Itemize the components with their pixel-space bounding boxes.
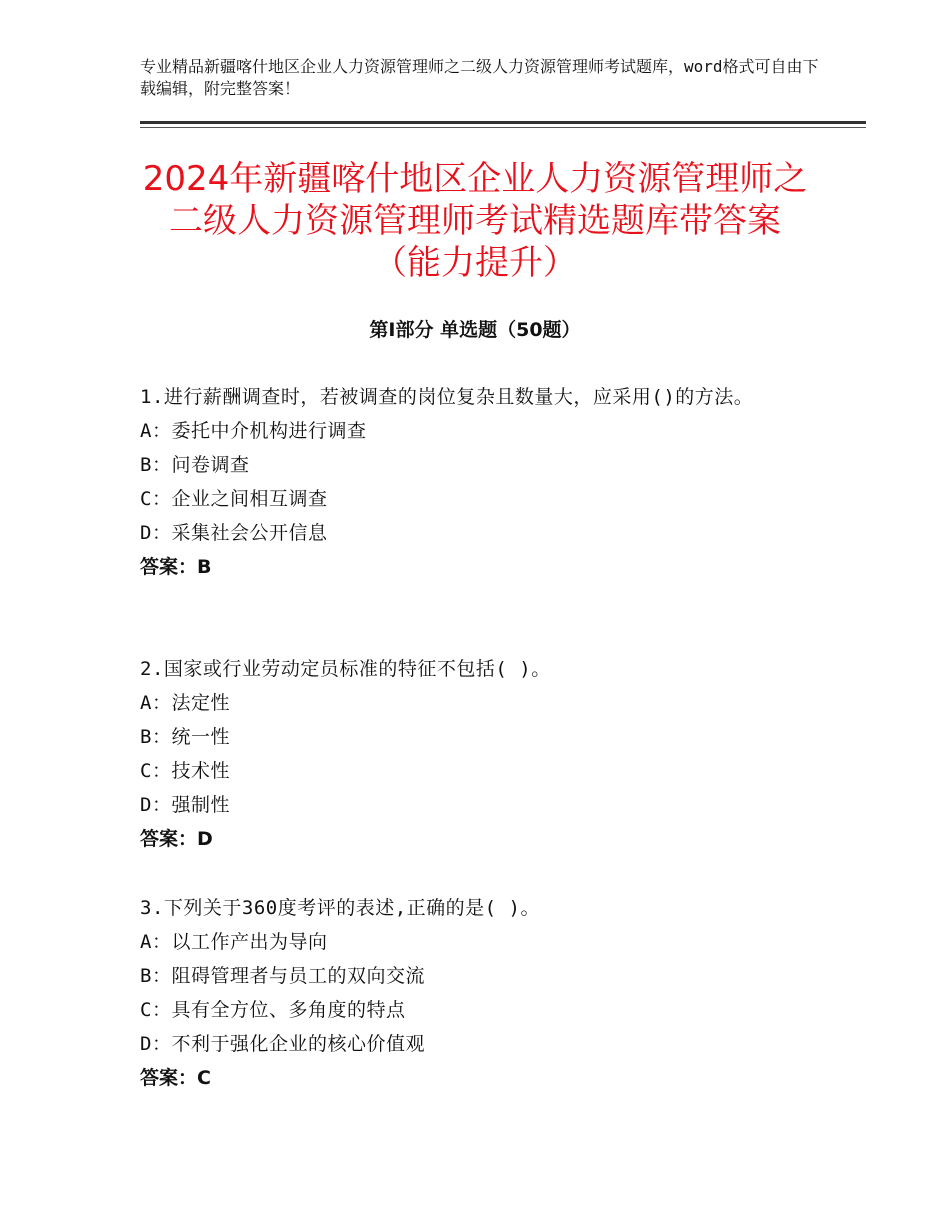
title-line-3: （能力提升） [373, 243, 577, 283]
option-d: D：强制性 [140, 794, 230, 816]
document-title [100, 158, 850, 284]
header-divider-thin [140, 127, 866, 128]
option-d: D：不利于强化企业的核心价值观 [140, 1033, 425, 1055]
option-c: C：具有全方位、多角度的特点 [140, 999, 406, 1021]
question-2 [140, 652, 840, 856]
question-stem: 3.下列关于360度考评的表述,正确的是( )。 [140, 897, 540, 919]
option-a: A：以工作产出为导向 [140, 931, 328, 953]
question-3 [140, 891, 840, 1095]
option-b: B：阻碍管理者与员工的双向交流 [140, 965, 425, 987]
option-a: A：委托中介机构进行调查 [140, 420, 367, 442]
answer: 答案：C [140, 1067, 211, 1089]
option-c: C：技术性 [140, 760, 230, 782]
header-divider-thick [140, 121, 866, 124]
title-line-1: 2024年新疆喀什地区企业人力资源管理师之 [142, 159, 808, 199]
question-stem: 2.国家或行业劳动定员标准的特征不包括( )。 [140, 658, 551, 680]
header-note: 专业精品新疆喀什地区企业人力资源管理师之二级人力资源管理师考试题库，word格式可自由下载编辑，附完整答案！ [140, 57, 819, 98]
option-c: C：企业之间相互调查 [140, 488, 328, 510]
question-1 [140, 380, 840, 584]
option-d: D：采集社会公开信息 [140, 522, 328, 544]
question-stem: 1.进行薪酬调查时，若被调查的岗位复杂且数量大，应采用()的方法。 [140, 386, 754, 408]
section-heading: 第Ⅰ部分 单选题（50题） [369, 319, 581, 341]
title-line-2: 二级人力资源管理师考试精选题库带答案 [169, 201, 781, 241]
option-b: B：问卷调查 [140, 454, 250, 476]
option-b: B：统一性 [140, 726, 230, 748]
answer: 答案：D [140, 828, 213, 850]
option-a: A：法定性 [140, 692, 230, 714]
answer: 答案：B [140, 556, 212, 578]
